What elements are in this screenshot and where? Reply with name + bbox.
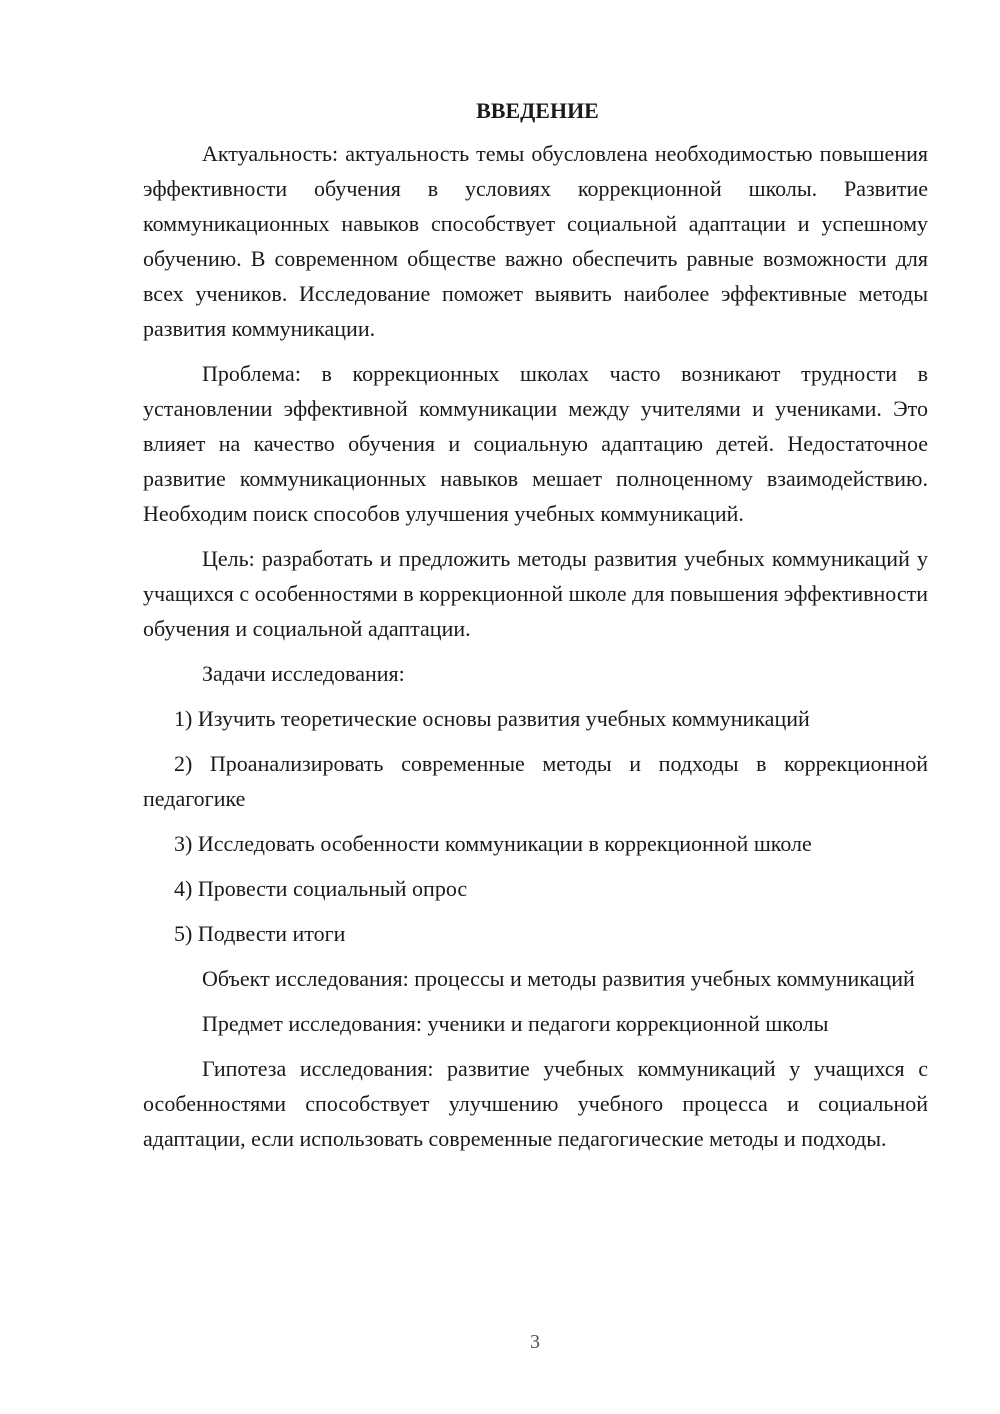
paragraph-object: Объект исследования: процессы и методы развития учебных коммуникаций <box>202 966 915 991</box>
task-item: 3) Исследовать особенности коммуникации в коррекционной школе <box>174 831 812 856</box>
paragraph-problem: Проблема: в коррекционных школах часто возникают трудности в установлении эффективной коммуникации между учителями и учениками. Это влияет на качество обучения и социальную адаптацию детей. Недостаточное развитие коммуникационных навыков мешает полноценному взаимодействию. Необходим поиск способов улучшения учебных коммуникаций. <box>143 361 928 526</box>
paragraph-relevance: Актуальность: актуальность темы обусловлена необходимостью повышения эффективности обучения в условиях коррекционной школы. Развитие коммуникационных навыков способствует социальной адаптации и успешному обучению. В современном обществе важно обеспечить равные возможности для всех учеников. Исследование поможет выявить наиболее эффективные методы развития коммуникации. <box>143 141 928 341</box>
page-number: 3 <box>530 1331 540 1353</box>
paragraph-goal: Цель: разработать и предложить методы развития учебных коммуникаций у учащихся с особенностями в коррекционной школе для повышения эффективности обучения и социальной адаптации. <box>143 546 928 641</box>
section-title: ВВЕДЕНИЕ <box>476 98 599 123</box>
task-item: 4) Провести социальный опрос <box>174 876 468 901</box>
document-page <box>143 96 928 1166</box>
task-item: 1) Изучить теоретические основы развития учебных коммуникаций <box>174 706 810 731</box>
task-item: 2) Проанализировать современные методы и подходы в коррекционной педагогике <box>143 751 928 811</box>
task-item: 5) Подвести итоги <box>174 921 346 946</box>
tasks-heading: Задачи исследования: <box>202 661 405 686</box>
paragraph-hypothesis: Гипотеза исследования: развитие учебных коммуникаций у учащихся с особенностями способствует улучшению учебного процесса и социальной адаптации, если использовать современные педагогические методы и подходы. <box>143 1056 928 1151</box>
paragraph-subject: Предмет исследования: ученики и педагоги коррекционной школы <box>202 1011 829 1036</box>
